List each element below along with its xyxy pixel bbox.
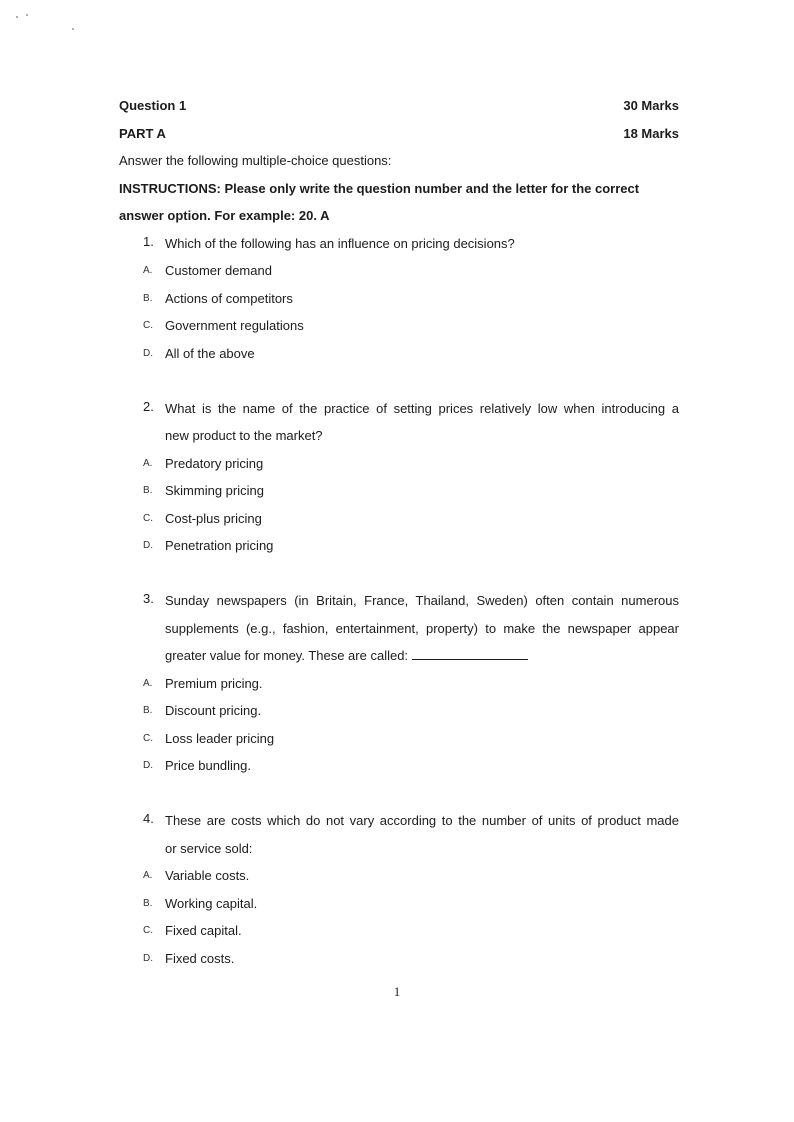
answer-option — [119, 866, 679, 894]
option-text: Discount pricing. — [165, 703, 262, 718]
question-text: What is the name of the practice of setting prices relatively low when introducing a — [165, 400, 679, 416]
option-letter: B. — [143, 292, 153, 304]
option-text: Predatory pricing — [165, 455, 264, 471]
answer-option — [119, 536, 679, 564]
option-text: Variable costs. — [165, 868, 250, 883]
option-text: Loss leader pricing — [165, 730, 275, 746]
question-text-line — [165, 839, 679, 867]
answer-option — [119, 921, 679, 949]
option-text: All of the above — [165, 345, 255, 361]
question-text: Which of the following has an influence on pricing decisions? — [165, 235, 515, 251]
question-stem — [119, 811, 679, 866]
answer-option — [119, 894, 679, 922]
option-text: Price bundling. — [165, 758, 251, 773]
answer-option — [119, 316, 679, 344]
answer-option — [119, 674, 679, 702]
page-number: 1 — [393, 984, 401, 999]
option-text: Working capital. — [165, 895, 258, 911]
scan-speck — [72, 28, 74, 30]
option-text: Fixed capital. — [165, 923, 242, 938]
option-letter: B. — [143, 485, 153, 496]
answer-option — [119, 729, 679, 757]
part-header — [119, 124, 679, 152]
option-text: Premium pricing. — [165, 675, 263, 691]
answer-option — [119, 756, 679, 784]
question-number: 2. — [143, 398, 154, 414]
answer-option — [119, 509, 679, 537]
answer-option — [119, 454, 679, 482]
instructions-line-1: INSTRUCTIONS: Please only write the question number and the letter for the correct — [119, 180, 640, 196]
question-text-line — [165, 234, 679, 262]
question-text: greater value for money. These are called: — [165, 648, 409, 663]
question-text: supplements (e.g., fashion, entertainment, property) to make the newspaper appear — [165, 620, 679, 636]
option-text: Cost-plus pricing — [165, 510, 262, 526]
answer-blank-line — [412, 646, 528, 660]
question-text-line — [165, 619, 679, 647]
option-letter: C. — [143, 732, 153, 744]
option-letter: A. — [143, 677, 153, 689]
answer-option — [119, 949, 679, 977]
question-text-line — [165, 426, 679, 454]
part-marks: 18 Marks — [623, 125, 679, 141]
scan-speck — [26, 14, 28, 16]
option-letter: A. — [143, 265, 153, 276]
option-text: Skimming pricing — [165, 483, 264, 498]
option-letter: A. — [143, 870, 153, 881]
option-text: Fixed costs. — [165, 950, 235, 966]
instructions-line-2: answer option. For example: 20. A — [119, 208, 330, 223]
question-text-line — [165, 811, 679, 839]
option-text: Customer demand — [165, 263, 272, 278]
exam-page — [119, 96, 679, 1004]
question-number: 1. — [143, 233, 154, 249]
question-text-line — [165, 399, 679, 427]
answer-option — [119, 701, 679, 729]
question-number: 4. — [143, 811, 154, 826]
option-text: Government regulations — [165, 318, 304, 333]
option-letter: D. — [143, 760, 153, 771]
scan-speck — [16, 16, 18, 18]
option-letter: A. — [143, 457, 153, 469]
intro-text: Answer the following multiple-choice questions: — [119, 153, 392, 168]
question-item — [119, 234, 679, 372]
option-letter: D. — [143, 540, 153, 551]
option-letter: C. — [143, 925, 153, 936]
question-stem — [119, 234, 679, 262]
question-stem — [119, 399, 679, 454]
question-item — [119, 811, 679, 976]
option-text: Actions of competitors — [165, 290, 293, 306]
part-label: PART A — [119, 125, 166, 141]
option-letter: D. — [143, 952, 153, 964]
option-letter: D. — [143, 347, 153, 359]
question-number: 3. — [143, 591, 154, 606]
question-list — [119, 234, 679, 977]
question-text: Sunday newspapers (in Britain, France, Thailand, Sweden) often contain numerous — [165, 593, 679, 608]
answer-option — [119, 481, 679, 509]
option-text: Penetration pricing — [165, 538, 274, 553]
question-stem — [119, 591, 679, 674]
answer-option — [119, 289, 679, 317]
question-label: Question 1 — [119, 98, 187, 113]
question-text: new product to the market? — [165, 428, 323, 443]
option-letter: B. — [143, 897, 153, 909]
question-item — [119, 591, 679, 784]
question-marks: 30 Marks — [623, 98, 679, 113]
option-letter: C. — [143, 320, 153, 331]
question-header — [119, 96, 679, 124]
question-item — [119, 399, 679, 564]
question-text-line — [165, 591, 679, 619]
option-letter: B. — [143, 705, 153, 716]
answer-option — [119, 261, 679, 289]
option-letter: C. — [143, 512, 153, 524]
scan-specks — [10, 10, 90, 40]
question-text-line — [165, 646, 679, 674]
answer-option — [119, 344, 679, 372]
question-text: These are costs which do not vary according to the number of units of product made — [165, 813, 679, 828]
question-text: or service sold: — [165, 840, 253, 856]
